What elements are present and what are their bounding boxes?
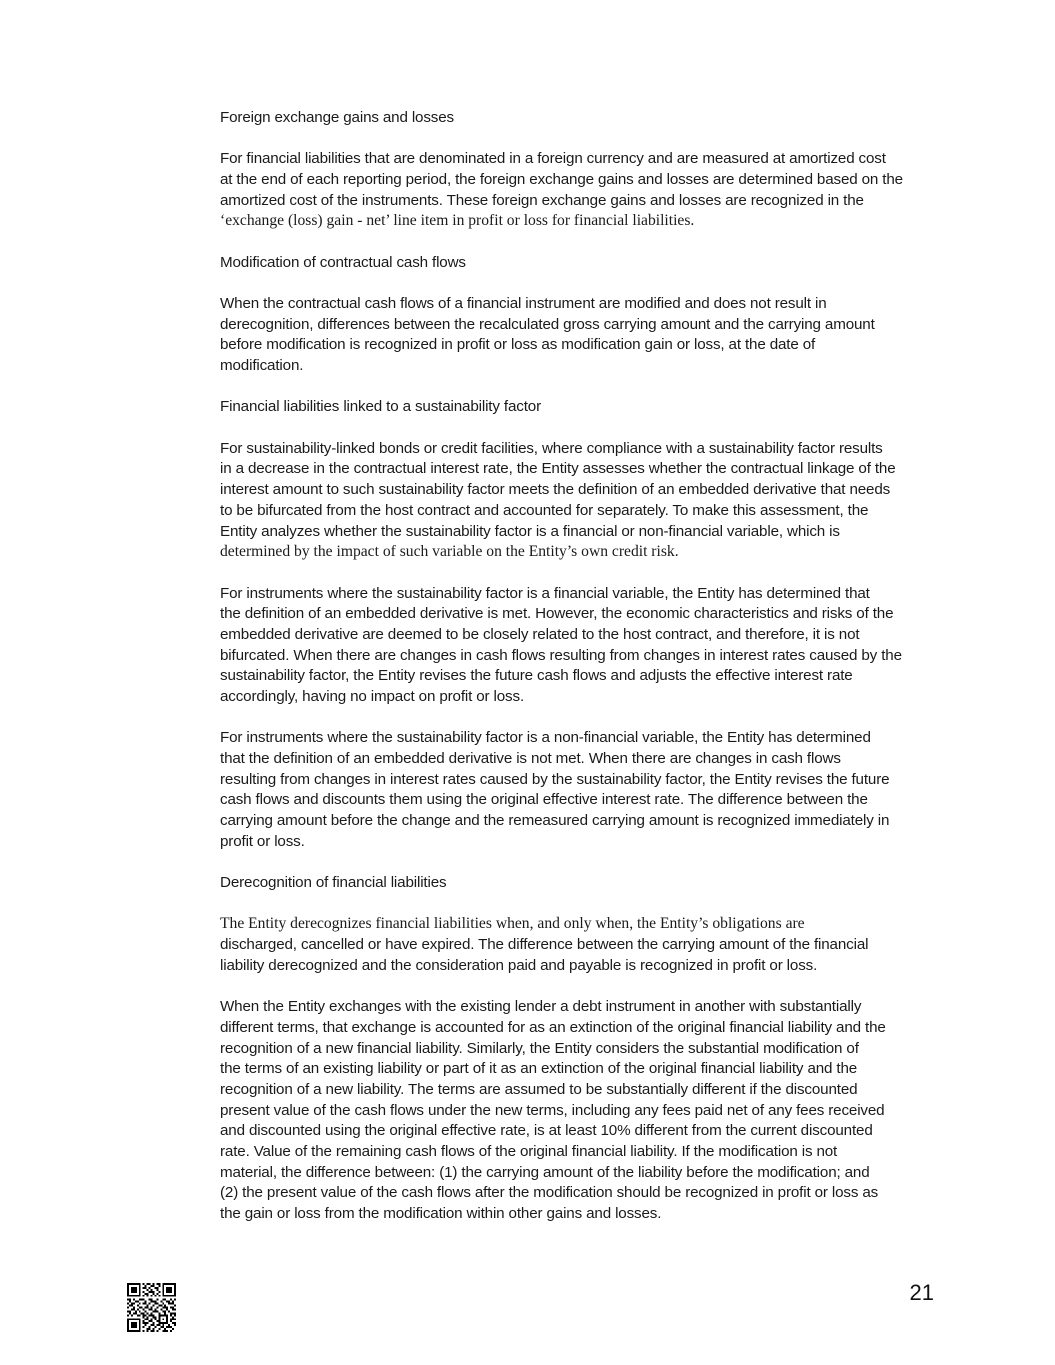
- text-line: the gain or loss from the modification within other gains and losses.: [220, 1205, 662, 1223]
- text-line: For instruments where the sustainability factor is a non-financial variable, the Entity has determined: [220, 729, 871, 747]
- text-line: Entity analyzes whether the sustainability factor is a financial or non-financial variable, which is: [220, 522, 840, 540]
- paragraph-sustainability-1: [220, 439, 936, 563]
- text-line: liability derecognized and the consideration paid and payable is recognized in profit or loss.: [220, 956, 818, 974]
- text-line: profit or loss.: [220, 832, 305, 850]
- text-line: the definition of an embedded derivative is met. However, the economic characteristics and risks of the: [220, 605, 894, 623]
- page-number: 21: [909, 1280, 934, 1305]
- text-line: interest amount to such sustainability factor meets the definition of an embedded derivative that needs: [220, 481, 891, 499]
- text-line: different terms, that exchange is accounted for as an extinction of the original financial liability and the: [220, 1018, 886, 1036]
- text-line: For sustainability-linked bonds or credit facilities, where compliance with a sustainability factor results: [220, 439, 883, 457]
- text-line: present value of the cash flows under the new terms, including any fees paid net of any fees received: [220, 1101, 885, 1119]
- text-line: material, the difference between: (1) the carrying amount of the liability before the modification; and: [220, 1163, 870, 1181]
- heading-sustainability: Financial liabilities linked to a sustainability factor: [220, 398, 541, 416]
- paragraph-foreign-exchange: [220, 149, 936, 232]
- text-line: sustainability factor, the Entity revises the future cash flows and adjusts the effective interest rate: [220, 667, 853, 685]
- text-line: that the definition of an embedded derivative is not met. When there are changes in cash flows: [220, 750, 841, 768]
- text-line: before modification is recognized in profit or loss as modification gain or loss, at the date of: [220, 336, 816, 354]
- text-line: cash flows and discounts them using the original effective interest rate. The difference between the: [220, 791, 868, 809]
- text-line: modification.: [220, 357, 304, 375]
- text-line: to be bifurcated from the host contract and accounted for separately. To make this assessment, the: [220, 501, 869, 519]
- paragraph-sustainability-3: [220, 728, 936, 852]
- text-line: recognition of a new financial liability. Similarly, the Entity considers the substantial modification of: [220, 1039, 859, 1057]
- heading-foreign-exchange: Foreign exchange gains and losses: [220, 109, 454, 126]
- paragraph-modification: [220, 294, 936, 377]
- heading-derecognition: Derecognition of financial liabilities: [220, 874, 447, 892]
- text-line: resulting from changes in interest rates caused by the sustainability factor, the Entity revises the future: [220, 770, 890, 788]
- text-line: ‘exchange (loss) gain - net’ line item in profit or loss for financial liabilities.: [220, 212, 695, 230]
- text-line: discharged, cancelled or have expired. The difference between the carrying amount of the financial: [220, 936, 869, 954]
- text-line: For financial liabilities that are denominated in a foreign currency and are measured at amortized cost: [220, 150, 886, 168]
- text-line: in a decrease in the contractual interest rate, the Entity assesses whether the contractual linkage of the: [220, 460, 896, 478]
- text-line: determined by the impact of such variable on the Entity’s own credit risk.: [220, 543, 679, 561]
- text-line: derecognition, differences between the recalculated gross carrying amount and the carrying amount: [220, 315, 875, 333]
- paragraph-derecognition-1: [220, 914, 936, 976]
- text-line: When the Entity exchanges with the existing lender a debt instrument in another with substantially: [220, 998, 862, 1016]
- text-line: and discounted using the original effective rate, is at least 10% different from the current discounted: [220, 1122, 873, 1140]
- text-line: at the end of each reporting period, the foreign exchange gains and losses are determined based on the: [220, 171, 903, 188]
- text-line: bifurcated. When there are changes in cash flows resulting from changes in interest rates caused by the: [220, 646, 902, 664]
- qr-code-icon: [127, 1283, 176, 1332]
- text-line: recognition of a new liability. The terms are assumed to be substantially different if the discounted: [220, 1080, 858, 1098]
- text-line: For instruments where the sustainability factor is a financial variable, the Entity has determined that: [220, 584, 870, 602]
- page-content: [220, 108, 936, 1225]
- text-line: embedded derivative are deemed to be closely related to the host contract, and therefore, it is not: [220, 625, 860, 643]
- text-line: the terms of an existing liability or part of it as an extinction of the original financial liability and the: [220, 1060, 858, 1078]
- heading-modification: Modification of contractual cash flows: [220, 253, 466, 271]
- text-line: rate. Value of the remaining cash flows of the original financial liability. If the modification is not: [220, 1143, 838, 1161]
- text-line: (2) the present value of the cash flows after the modification should be recognized in profit or loss as: [220, 1184, 879, 1202]
- text-line: When the contractual cash flows of a financial instrument are modified and does not result in: [220, 295, 827, 312]
- text-line: accordingly, having no impact on profit or loss.: [220, 688, 525, 706]
- paragraph-derecognition-2: [220, 997, 936, 1225]
- text-line: The Entity derecognizes financial liabilities when, and only when, the Entity’s obligations are: [220, 915, 805, 933]
- text-line: carrying amount before the change and the remeasured carrying amount is recognized immediately in: [220, 812, 890, 830]
- text-line: amortized cost of the instruments. These foreign exchange gains and losses are recognized in the: [220, 191, 864, 209]
- paragraph-sustainability-2: [220, 584, 936, 708]
